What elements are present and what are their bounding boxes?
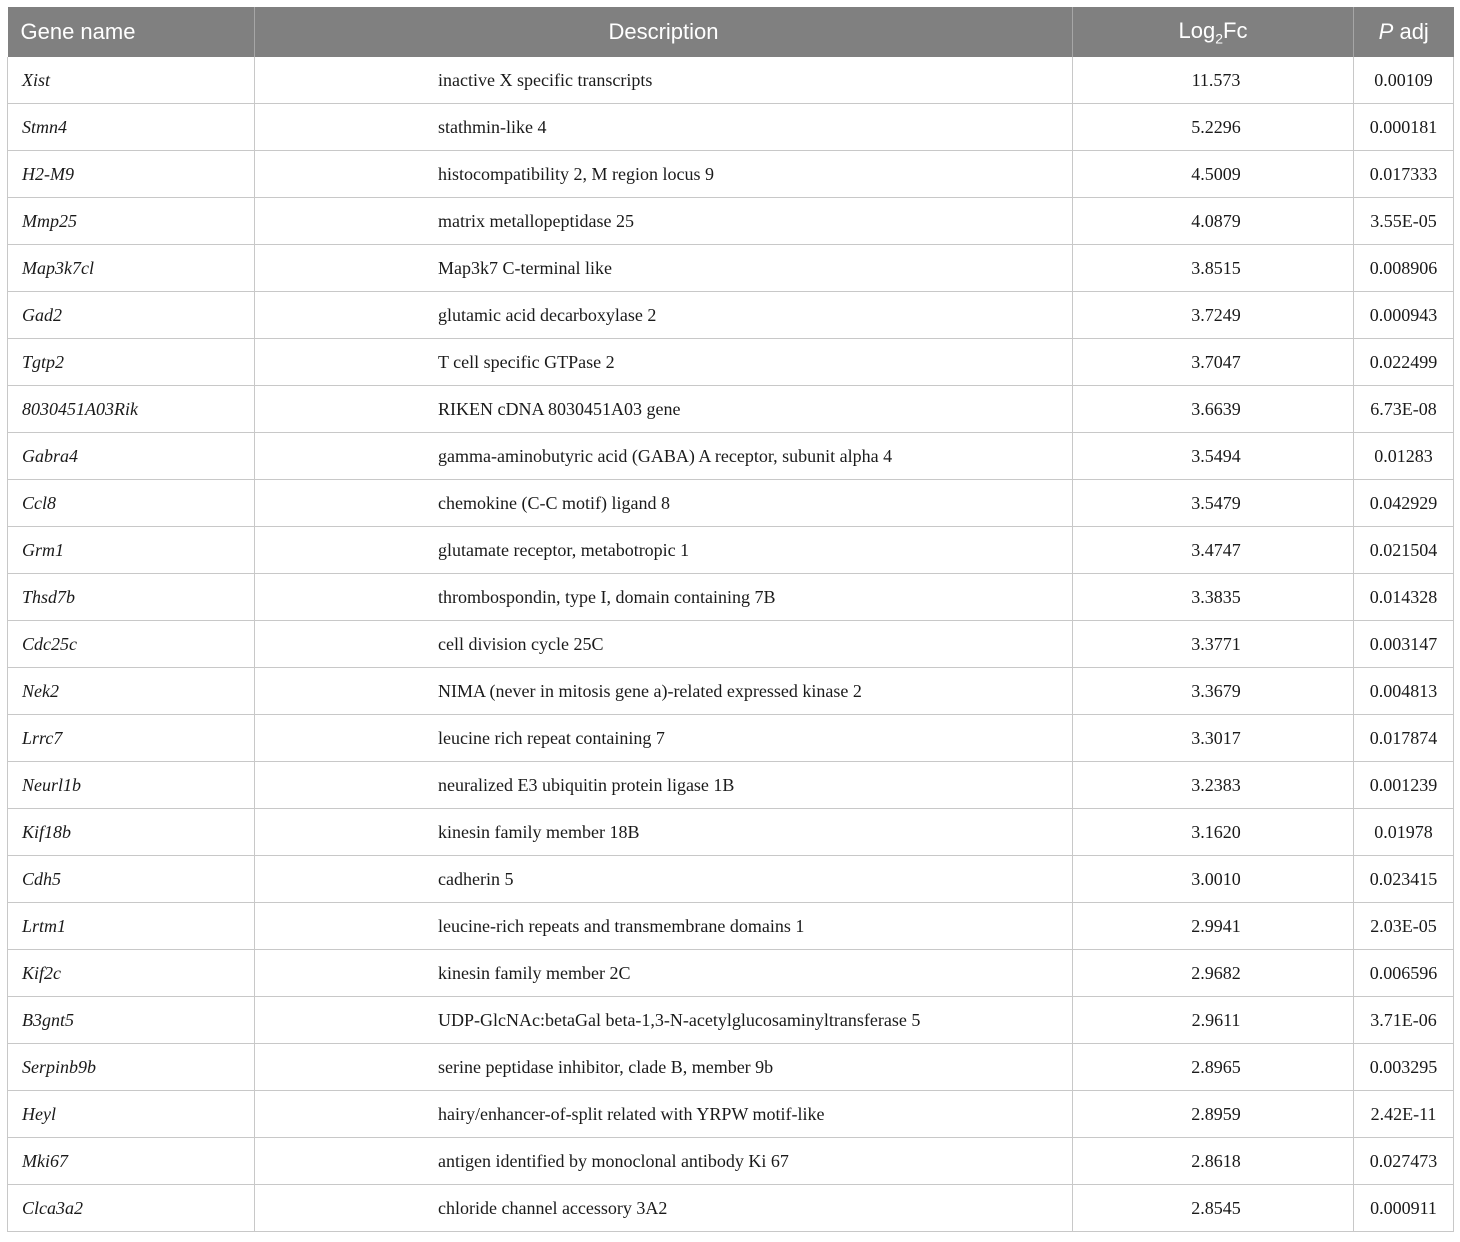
log2fc-cell: 5.2296 — [1073, 104, 1354, 151]
gene-name-cell: B3gnt5 — [8, 997, 255, 1044]
table-body — [8, 57, 1454, 1232]
p-adj-cell: 2.03E-05 — [1354, 903, 1454, 950]
p-adj-cell: 0.01978 — [1354, 809, 1454, 856]
log2fc-cell: 3.6639 — [1073, 386, 1354, 433]
gene-name-cell: Nek2 — [8, 668, 255, 715]
p-adj-cell: 0.021504 — [1354, 527, 1454, 574]
header-log2fc-subscript: 2 — [1215, 30, 1224, 47]
table-row — [8, 151, 1454, 198]
p-adj-cell: 0.00109 — [1354, 57, 1454, 104]
table-row — [8, 1185, 1454, 1232]
log2fc-cell: 2.8965 — [1073, 1044, 1354, 1091]
log2fc-cell: 2.9941 — [1073, 903, 1354, 950]
description-cell: chloride channel accessory 3A2 — [255, 1185, 1073, 1232]
p-adj-cell: 0.003147 — [1354, 621, 1454, 668]
gene-name-cell: Gabra4 — [8, 433, 255, 480]
table-header — [8, 7, 1454, 57]
log2fc-cell: 3.3017 — [1073, 715, 1354, 762]
table-row — [8, 339, 1454, 386]
header-row — [8, 7, 1454, 57]
description-cell: histocompatibility 2, M region locus 9 — [255, 151, 1073, 198]
p-adj-cell: 0.01283 — [1354, 433, 1454, 480]
table-row — [8, 57, 1454, 104]
log2fc-cell: 3.0010 — [1073, 856, 1354, 903]
log2fc-cell: 3.5479 — [1073, 480, 1354, 527]
gene-table-container — [7, 7, 1453, 1232]
table-row — [8, 762, 1454, 809]
log2fc-cell: 3.5494 — [1073, 433, 1354, 480]
table-row — [8, 903, 1454, 950]
description-cell: serine peptidase inhibitor, clade B, member 9b — [255, 1044, 1073, 1091]
log2fc-cell: 3.3771 — [1073, 621, 1354, 668]
table-row — [8, 245, 1454, 292]
description-cell: cadherin 5 — [255, 856, 1073, 903]
p-adj-cell: 0.017874 — [1354, 715, 1454, 762]
log2fc-cell: 4.0879 — [1073, 198, 1354, 245]
description-cell: T cell specific GTPase 2 — [255, 339, 1073, 386]
table-row — [8, 527, 1454, 574]
gene-name-cell: 8030451A03Rik — [8, 386, 255, 433]
log2fc-cell: 2.8959 — [1073, 1091, 1354, 1138]
header-log2fc — [1073, 7, 1354, 57]
gene-name-cell: Thsd7b — [8, 574, 255, 621]
table-row — [8, 621, 1454, 668]
p-adj-cell: 3.71E-06 — [1354, 997, 1454, 1044]
log2fc-cell: 2.8618 — [1073, 1138, 1354, 1185]
table-row — [8, 574, 1454, 621]
gene-name-cell: Cdh5 — [8, 856, 255, 903]
p-adj-cell: 0.006596 — [1354, 950, 1454, 997]
p-adj-cell: 0.000911 — [1354, 1185, 1454, 1232]
table-row — [8, 950, 1454, 997]
description-cell: glutamic acid decarboxylase 2 — [255, 292, 1073, 339]
p-adj-cell: 0.001239 — [1354, 762, 1454, 809]
description-cell: kinesin family member 18B — [255, 809, 1073, 856]
table-row — [8, 104, 1454, 151]
gene-name-cell: Mmp25 — [8, 198, 255, 245]
description-cell: inactive X specific transcripts — [255, 57, 1073, 104]
description-cell: hairy/enhancer-of-split related with YRPW motif-like — [255, 1091, 1073, 1138]
description-cell: thrombospondin, type I, domain containing 7B — [255, 574, 1073, 621]
gene-name-cell: Ccl8 — [8, 480, 255, 527]
table-row — [8, 480, 1454, 527]
description-cell: Map3k7 C-terminal like — [255, 245, 1073, 292]
log2fc-cell: 3.7249 — [1073, 292, 1354, 339]
header-log2fc-tail: Fc — [1223, 17, 1248, 43]
gene-name-cell: Mki67 — [8, 1138, 255, 1185]
gene-name-cell: Tgtp2 — [8, 339, 255, 386]
description-cell: chemokine (C-C motif) ligand 8 — [255, 480, 1073, 527]
gene-name-cell: Map3k7cl — [8, 245, 255, 292]
table-row — [8, 1044, 1454, 1091]
description-cell: RIKEN cDNA 8030451A03 gene — [255, 386, 1073, 433]
header-gene-name: Gene name — [8, 7, 255, 57]
table-row — [8, 198, 1454, 245]
header-p-rest: adj — [1393, 19, 1429, 44]
description-cell: stathmin-like 4 — [255, 104, 1073, 151]
log2fc-cell: 3.4747 — [1073, 527, 1354, 574]
header-p-adj — [1354, 7, 1454, 57]
p-adj-cell: 0.023415 — [1354, 856, 1454, 903]
header-description: Description — [255, 7, 1073, 57]
description-cell: leucine rich repeat containing 7 — [255, 715, 1073, 762]
p-adj-cell: 0.000943 — [1354, 292, 1454, 339]
description-cell: gamma-aminobutyric acid (GABA) A receptor, subunit alpha 4 — [255, 433, 1073, 480]
log2fc-cell: 2.8545 — [1073, 1185, 1354, 1232]
p-adj-cell: 0.017333 — [1354, 151, 1454, 198]
description-cell: matrix metallopeptidase 25 — [255, 198, 1073, 245]
gene-table — [7, 7, 1454, 1232]
table-row — [8, 997, 1454, 1044]
p-adj-cell: 0.022499 — [1354, 339, 1454, 386]
gene-name-cell: Stmn4 — [8, 104, 255, 151]
gene-name-cell: Serpinb9b — [8, 1044, 255, 1091]
p-adj-cell: 0.042929 — [1354, 480, 1454, 527]
description-cell: UDP-GlcNAc:betaGal beta-1,3-N-acetylglucosaminyltransferase 5 — [255, 997, 1073, 1044]
log2fc-cell: 3.8515 — [1073, 245, 1354, 292]
description-cell: cell division cycle 25C — [255, 621, 1073, 668]
description-cell: glutamate receptor, metabotropic 1 — [255, 527, 1073, 574]
description-cell: antigen identified by monoclonal antibody Ki 67 — [255, 1138, 1073, 1185]
gene-name-cell: Heyl — [8, 1091, 255, 1138]
gene-name-cell: Gad2 — [8, 292, 255, 339]
log2fc-cell: 4.5009 — [1073, 151, 1354, 198]
gene-name-cell: Grm1 — [8, 527, 255, 574]
log2fc-cell: 11.573 — [1073, 57, 1354, 104]
gene-name-cell: Neurl1b — [8, 762, 255, 809]
gene-name-cell: Cdc25c — [8, 621, 255, 668]
p-adj-cell: 0.000181 — [1354, 104, 1454, 151]
table-row — [8, 1138, 1454, 1185]
p-adj-cell: 2.42E-11 — [1354, 1091, 1454, 1138]
gene-name-cell: H2-M9 — [8, 151, 255, 198]
header-p-italic: P — [1378, 19, 1394, 44]
header-log2fc-main: Log — [1178, 17, 1216, 43]
gene-name-cell: Kif2c — [8, 950, 255, 997]
gene-name-cell: Xist — [8, 57, 255, 104]
log2fc-cell: 3.3835 — [1073, 574, 1354, 621]
table-row — [8, 1091, 1454, 1138]
log2fc-cell: 3.2383 — [1073, 762, 1354, 809]
description-cell: leucine-rich repeats and transmembrane domains 1 — [255, 903, 1073, 950]
table-row — [8, 715, 1454, 762]
p-adj-cell: 0.004813 — [1354, 668, 1454, 715]
p-adj-cell: 3.55E-05 — [1354, 198, 1454, 245]
gene-name-cell: Lrrc7 — [8, 715, 255, 762]
table-row — [8, 433, 1454, 480]
gene-name-cell: Lrtm1 — [8, 903, 255, 950]
p-adj-cell: 0.008906 — [1354, 245, 1454, 292]
table-row — [8, 668, 1454, 715]
p-adj-cell: 6.73E-08 — [1354, 386, 1454, 433]
log2fc-cell: 3.1620 — [1073, 809, 1354, 856]
table-row — [8, 386, 1454, 433]
log2fc-cell: 2.9682 — [1073, 950, 1354, 997]
log2fc-cell: 3.3679 — [1073, 668, 1354, 715]
gene-name-cell: Clca3a2 — [8, 1185, 255, 1232]
description-cell: kinesin family member 2C — [255, 950, 1073, 997]
table-row — [8, 809, 1454, 856]
table-row — [8, 292, 1454, 339]
gene-name-cell: Kif18b — [8, 809, 255, 856]
p-adj-cell: 0.003295 — [1354, 1044, 1454, 1091]
p-adj-cell: 0.027473 — [1354, 1138, 1454, 1185]
description-cell: neuralized E3 ubiquitin protein ligase 1B — [255, 762, 1073, 809]
log2fc-cell: 2.9611 — [1073, 997, 1354, 1044]
description-cell: NIMA (never in mitosis gene a)-related expressed kinase 2 — [255, 668, 1073, 715]
log2fc-cell: 3.7047 — [1073, 339, 1354, 386]
p-adj-cell: 0.014328 — [1354, 574, 1454, 621]
table-row — [8, 856, 1454, 903]
